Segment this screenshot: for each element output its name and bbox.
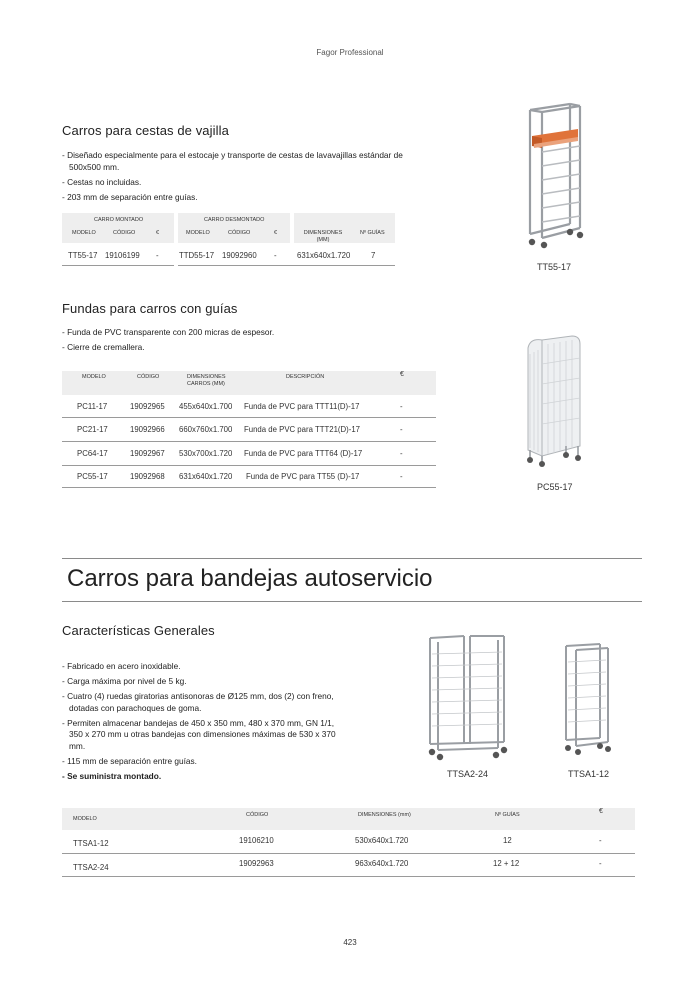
column-header: DIMENSIONES (MM) bbox=[303, 230, 343, 243]
brand-header: Fagor Professional bbox=[316, 48, 384, 57]
image-caption: TTSA2-24 bbox=[447, 769, 489, 779]
table-cell: TTSA2-24 bbox=[73, 863, 109, 872]
trolley-ttsa1-image bbox=[560, 640, 616, 758]
table-cell: Funda de PVC para TTT11(D)-17 bbox=[244, 402, 360, 411]
section-divider-top bbox=[62, 558, 642, 559]
trolley-tt55-image bbox=[520, 102, 592, 250]
table-cell: 19092965 bbox=[130, 402, 165, 411]
bullet-item: - Funda de PVC transparente con 200 micras de espesor. bbox=[62, 327, 402, 339]
bullet-item: - Cierre de cremallera. bbox=[62, 342, 402, 354]
group-header-desmontado: CARRO DESMONTADO bbox=[204, 217, 265, 223]
bullet-item: - Permiten almacenar bandejas de 450 x 350 mm, 480 x 370 mm, GN 1/1, 350 x 270 mm u otras bandejas con dimensiones máximas de 530 x 370 mm. bbox=[62, 718, 342, 753]
table-bandejas bbox=[62, 808, 635, 878]
table-cell: PC64-17 bbox=[77, 449, 108, 458]
table-carros-cestas bbox=[62, 213, 395, 268]
table-cell: 19092966 bbox=[130, 425, 165, 434]
image-caption: TT55-17 bbox=[537, 262, 572, 272]
bullet-item: - Carga máxima por nivel de 5 kg. bbox=[62, 676, 342, 688]
table-cell: TTSA1-12 bbox=[73, 839, 109, 848]
table-cell: - bbox=[599, 836, 602, 845]
table-cell: 19106210 bbox=[239, 836, 274, 845]
table-cell: Funda de PVC para TTT21(D)-17 bbox=[244, 425, 360, 434]
table-cell: Funda de PVC para TTT64 (D)-17 bbox=[244, 449, 363, 458]
column-header: Nº GUÍAS bbox=[360, 230, 385, 236]
section-title-carros-cestas: Carros para cestas de vajilla bbox=[62, 123, 229, 138]
row-rule bbox=[178, 265, 395, 266]
table-cell: 530x640x1.720 bbox=[355, 836, 409, 845]
row-rule bbox=[62, 417, 436, 418]
table-row bbox=[62, 396, 436, 420]
section-title-fundas: Fundas para carros con guías bbox=[62, 301, 238, 316]
table-row bbox=[62, 831, 635, 854]
column-header: DIMENSIONES (mm) bbox=[358, 812, 411, 818]
bullet-item: - Cuatro (4) ruedas giratorias antisonoras de Ø125 mm, dos (2) con freno, dotadas con parachoques de goma. bbox=[62, 691, 342, 714]
bullet-item: - 203 mm de separación entre guías. bbox=[62, 192, 434, 204]
table-cell: - bbox=[156, 251, 159, 260]
table-cell: PC55-17 bbox=[77, 472, 108, 481]
row-rule bbox=[62, 265, 174, 266]
table-row bbox=[62, 854, 635, 877]
row-rule bbox=[62, 487, 436, 488]
table-cell: 631x640x1.720 bbox=[179, 472, 233, 481]
page-number: 423 bbox=[343, 938, 357, 947]
column-header: € bbox=[274, 230, 278, 236]
table-cell: 530x700x1.720 bbox=[179, 449, 233, 458]
row-rule bbox=[62, 876, 635, 877]
table-cell: Funda de PVC para TT55 (D)-17 bbox=[246, 472, 360, 481]
table-cell: - bbox=[400, 449, 403, 458]
column-header: € bbox=[156, 230, 160, 236]
bullet-item: - Diseñado especialmente para el estocaje y transporte de cestas de lavavajillas estándar de 500x500 mm. bbox=[62, 150, 434, 173]
table-cell: 19092963 bbox=[239, 859, 274, 868]
column-header: MODELO bbox=[82, 374, 106, 380]
column-header: CÓDIGO bbox=[246, 812, 269, 818]
table-cell: PC11-17 bbox=[77, 402, 108, 411]
table-cell: TT55-17 bbox=[68, 251, 98, 260]
table-cell: 7 bbox=[371, 251, 376, 260]
row-rule bbox=[62, 441, 436, 442]
column-header: Nº GUÍAS bbox=[495, 812, 520, 818]
column-header: € bbox=[400, 371, 404, 378]
table-cell: 12 + 12 bbox=[493, 859, 520, 868]
table-cell: - bbox=[599, 859, 602, 868]
bullet-item: - Fabricado en acero inoxidable. bbox=[62, 661, 342, 673]
column-header: CÓDIGO bbox=[228, 230, 251, 236]
header-bg bbox=[62, 808, 635, 830]
table-row bbox=[62, 468, 436, 492]
image-caption: PC55-17 bbox=[537, 482, 573, 492]
column-header: MODELO bbox=[186, 230, 210, 236]
trolley-cover-pc55-image bbox=[520, 334, 586, 470]
column-header: MODELO bbox=[72, 230, 96, 236]
table-cell: - bbox=[274, 251, 277, 260]
table-cell: 12 bbox=[503, 836, 512, 845]
table-cell: - bbox=[400, 472, 403, 481]
column-header: CÓDIGO bbox=[137, 374, 160, 380]
column-header: € bbox=[599, 808, 603, 815]
table-cell: - bbox=[400, 425, 403, 434]
table-cell: 660x760x1.700 bbox=[179, 425, 233, 434]
bullet-item: - 115 mm de separación entre guías. bbox=[62, 756, 342, 768]
bullet-item: - Se suministra montado. bbox=[62, 771, 342, 783]
table-cell: 19092968 bbox=[130, 472, 165, 481]
column-header: CÓDIGO bbox=[113, 230, 136, 236]
row-rule bbox=[62, 465, 436, 466]
table-fundas bbox=[62, 371, 436, 491]
column-header: MODELO bbox=[73, 816, 97, 822]
table-cell: 19106199 bbox=[105, 251, 140, 260]
table-row bbox=[62, 420, 436, 444]
bullet-item: - Cestas no incluidas. bbox=[62, 177, 434, 189]
bullet-list bbox=[62, 661, 342, 786]
table-cell: 963x640x1.720 bbox=[355, 859, 409, 868]
table-row bbox=[62, 444, 436, 468]
table-cell: 631x640x1.720 bbox=[297, 251, 351, 260]
subsection-title-caracteristicas: Características Generales bbox=[62, 623, 215, 638]
table-cell: 455x640x1.700 bbox=[179, 402, 233, 411]
group-header-montado: CARRO MONTADO bbox=[94, 217, 144, 223]
header-bg bbox=[62, 371, 436, 395]
table-cell: TTD55-17 bbox=[179, 251, 215, 260]
bullet-list bbox=[62, 150, 434, 207]
image-caption: TTSA1-12 bbox=[568, 769, 610, 779]
column-header: DESCRIPCIÓN bbox=[286, 374, 325, 380]
column-header: DIMENSIONES CARROS (MM) bbox=[187, 374, 226, 387]
table-cell: - bbox=[400, 402, 403, 411]
table-cell: PC21-17 bbox=[77, 425, 108, 434]
trolley-ttsa2-image bbox=[424, 630, 510, 762]
table-cell: 19092960 bbox=[222, 251, 257, 260]
table-cell: 19092967 bbox=[130, 449, 165, 458]
bullet-list bbox=[62, 327, 402, 357]
section-title-bandejas: Carros para bandejas autoservicio bbox=[67, 565, 433, 592]
section-divider-bottom bbox=[62, 601, 642, 602]
